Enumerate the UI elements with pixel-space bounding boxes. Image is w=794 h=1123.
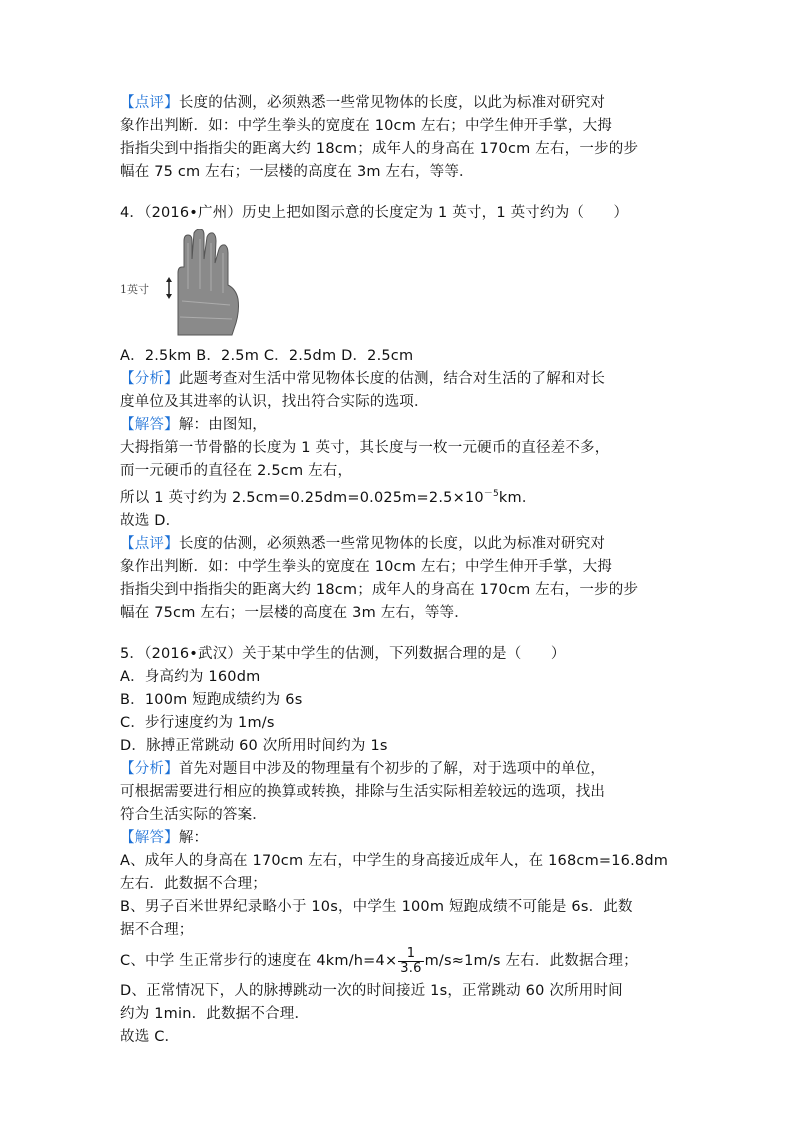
answer-d-line: D、正常情况下，人的脉搏跳动一次的时间接近 1s，正常跳动 60 次所用时间 — [120, 983, 623, 999]
analysis-line: 符合生活实际的答案． — [120, 807, 267, 823]
analysis-tag: 【分析】 — [120, 371, 179, 387]
review-text: 长度的估测，必须熟悉一些常见物体的长度，以此为标准对研究对 — [178, 536, 606, 552]
analysis-line — [120, 368, 700, 391]
answer-b-line: 据不合理； — [120, 922, 194, 938]
review-line: 象作出判断．如：中学生拳头的宽度在 10cm 左右；中学生伸开手掌，大拇 — [120, 118, 612, 134]
review-tag: 【点评】 — [120, 95, 179, 111]
review-line: 幅在 75cm 左右；一层楼的高度在 3m 左右，等等． — [120, 605, 469, 621]
answer-text: 所以 1 英寸约为 2.5cm=0.25dm=0.025m=2.5×10 — [120, 490, 484, 506]
option-c: C．步行速度约为 1m/s — [120, 715, 275, 731]
question-4-options: A．2.5km B．2.5m C．2.5dm D．2.5cm — [120, 348, 414, 364]
analysis-tag: 【分析】 — [120, 761, 179, 777]
analysis-line: 可根据需要进行相应的换算或转换，排除与生活实际相差较远的选项，找出 — [120, 784, 606, 800]
answer-unit: km． — [498, 490, 537, 506]
figure-label: 1英寸 — [120, 283, 149, 296]
answer-d-line: 约为 1min．此数据不合理． — [120, 1006, 310, 1022]
answer-line — [120, 483, 700, 510]
review-line: 指指尖到中指指尖的距离大约 18cm；成年人的身高在 170cm 左右，一步的步 — [120, 582, 639, 598]
review-line: 幅在 75 cm 左右；一层楼的高度在 3m 左右，等等． — [120, 164, 474, 180]
answer-c-line — [120, 942, 700, 980]
review-line: 指指尖到中指指尖的距离大约 18cm；成年人的身高在 170cm 左右，一步的步 — [120, 141, 639, 157]
answer-text: 解： — [178, 830, 209, 846]
question-5-title: 5．（2016•武汉）关于某中学生的估测，下列数据合理的是（ ） — [120, 646, 566, 662]
answer-line — [120, 414, 700, 437]
answer-b-line: B、男子百米世界纪录略小于 10s，中学生 100m 短跑成绩不可能是 6s．此数 — [120, 899, 633, 915]
answer-line — [120, 827, 700, 850]
fraction-denominator: 3.6 — [400, 960, 422, 976]
analysis-line: 度单位及其进率的认识，找出符合实际的选项． — [120, 394, 429, 410]
answer-a-line: 左右．此数据不合理； — [120, 876, 267, 892]
fraction-numerator: 1 — [398, 947, 423, 962]
answer-text: C、中学 生正常步行的速度在 4km/h=4× — [120, 953, 398, 969]
document-page — [120, 92, 700, 1049]
hand-inch-figure — [120, 229, 250, 339]
answer-conclusion: 故选 D． — [120, 513, 181, 529]
option-d: D．脉搏正常跳动 60 次所用时间约为 1s — [120, 738, 388, 754]
option-a: A．身高约为 160dm — [120, 669, 261, 685]
review-line: 象作出判断．如：中学生拳头的宽度在 10cm 左右；中学生伸开手掌，大拇 — [120, 559, 612, 575]
answer-line: 大拇指第一节骨骼的长度为 1 英寸，其长度与一枚一元硬币的直径差不多， — [120, 440, 610, 456]
answer-a-line: A、成年人的身高在 170cm 左右，中学生的身高接近成年人，在 168cm=16.8dm — [120, 853, 669, 869]
analysis-line — [120, 758, 700, 781]
answer-line: 而一元硬币的直径在 2.5cm 左右， — [120, 463, 353, 479]
answer-conclusion: 故选 C． — [120, 1029, 180, 1045]
answer-tag: 【解答】 — [120, 417, 179, 433]
exponent: －5 — [483, 489, 499, 499]
review-line — [120, 533, 700, 556]
answer-tag: 【解答】 — [120, 830, 179, 846]
review-tag: 【点评】 — [120, 536, 179, 552]
analysis-text: 首先对题目中涉及的物理量有个初步的了解，对于选项中的单位， — [178, 761, 606, 777]
answer-text: 解：由图知， — [178, 417, 268, 433]
fraction — [398, 947, 423, 976]
hand-image-icon — [120, 229, 250, 339]
answer-text: m/s≈1m/s 左右．此数据合理； — [424, 953, 638, 969]
review-text: 长度的估测，必须熟悉一些常见物体的长度，以此为标准对研究对 — [178, 95, 606, 111]
review-line — [120, 92, 700, 115]
option-b: B．100m 短跑成绩约为 6s — [120, 692, 303, 708]
analysis-text: 此题考查对生活中常见物体长度的估测，结合对生活的了解和对长 — [178, 371, 606, 387]
question-4-title: 4．（2016•广州）历史上把如图示意的长度定为 1 英寸，1 英寸约为（ ） — [120, 205, 629, 221]
